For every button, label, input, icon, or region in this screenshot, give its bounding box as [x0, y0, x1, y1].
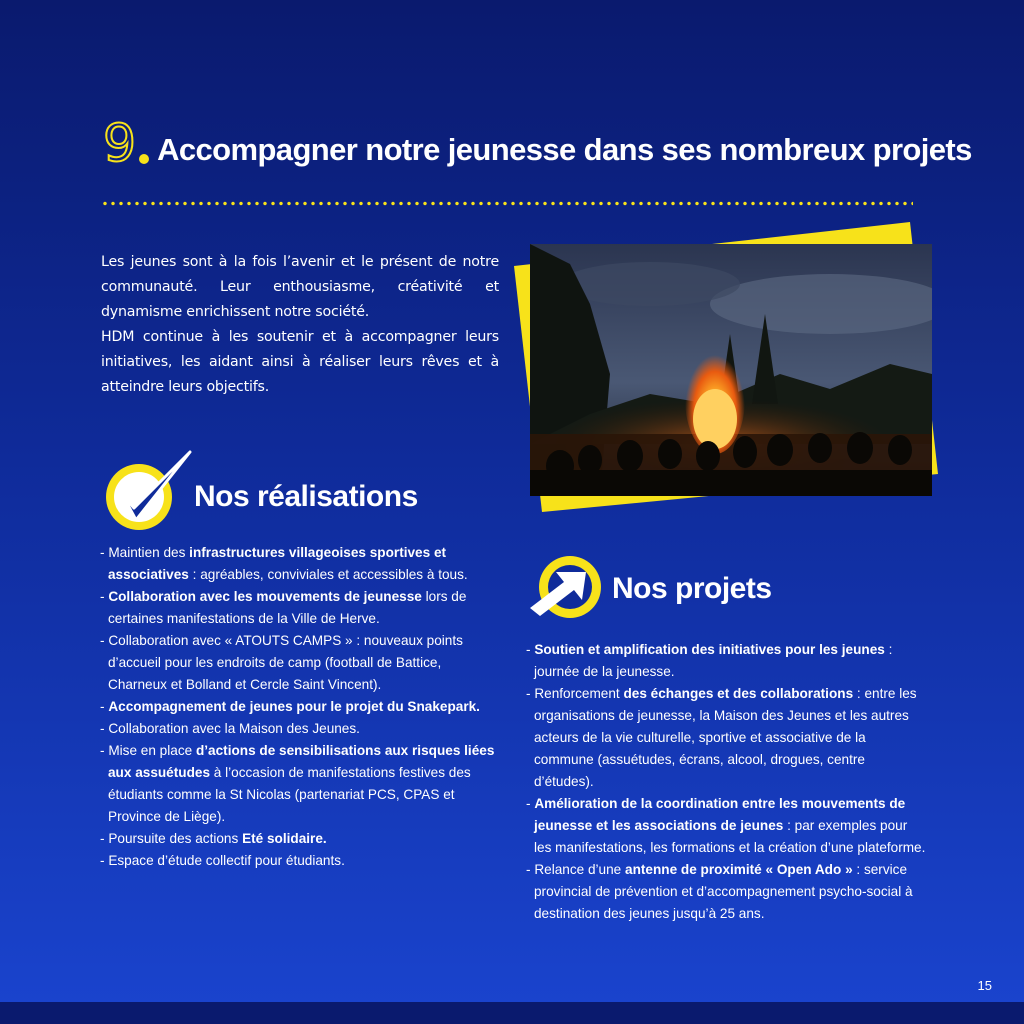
arrow-circle-icon	[526, 554, 610, 620]
title-text: Accompagner notre jeunesse dans ses nombreux projets	[157, 132, 972, 167]
realisations-title: Nos réalisations	[194, 480, 418, 513]
projets-title: Nos projets	[612, 572, 772, 605]
realisations-item-4: - Collaboration avec la Maison des Jeunes.	[100, 721, 360, 736]
realisations-item-0: - Maintien des infrastructures villageoises sportives et associatives : agréables, conviviales et accessibles à tous.	[100, 545, 468, 582]
realisations-item-pre: Collaboration avec la Maison des Jeunes.	[108, 721, 360, 736]
projets-item-2: - Amélioration de la coordination entre les mouvements de jeunesse et les associations de jeunes : par exemples pour les manifestations, les formations et la création d’une plateforme.	[526, 796, 926, 855]
realisations-item-bold: Collaboration avec les mouvements de jeunesse	[108, 589, 422, 604]
projets-item-1: - Renforcement des échanges et des collaborations : entre les organisations de jeunesse, la Maison des Jeunes et les autres acteurs de la vie culturelle, sportive et associative de la commune (assuétudes, écrans, alcool, drogues, centre d’études).	[526, 686, 917, 789]
projets-item-bold: des échanges et des collaborations	[623, 686, 854, 701]
page-title	[103, 114, 972, 174]
intro-text	[101, 250, 499, 400]
realisations-item-7: - Espace d’étude collectif pour étudiants.	[100, 853, 345, 868]
projets-list	[526, 639, 926, 925]
projets-item-bold: Soutien et amplification des initiatives pour les jeunes	[534, 642, 885, 657]
realisations-item-pre: Collaboration avec « ATOUTS CAMPS » : nouveaux points d’accueil pour les endroits de camp (football de Battice, Charneux et Bolland et Cercle Saint Vincent).	[108, 633, 463, 692]
projets-item-bold: antenne de proximité « Open Ado »	[625, 862, 853, 877]
projets-item-pre: Renforcement	[534, 686, 624, 701]
page-number: 15	[977, 978, 992, 993]
projets-item-0: - Soutien et amplification des initiatives pour les jeunes : journée de la jeunesse.	[526, 642, 893, 679]
title-number: 9	[103, 114, 137, 174]
projets-item-3: - Relance d’une antenne de proximité « Open Ado » : service provincial de prévention et d’accompagnement psycho-social à destination des jeunes jusqu’à 25 ans.	[526, 862, 913, 921]
realisations-heading	[100, 448, 418, 538]
realisations-item-bold: Eté solidaire.	[242, 831, 327, 846]
realisations-item-6: - Poursuite des actions Eté solidaire.	[100, 831, 327, 846]
realisations-item-5: - Mise en place d’actions de sensibilisations aux risques liées aux assuétudes à l’occasion de manifestations festives des étudiants comme la St Nicolas (partenariat PCS, CPAS et Province de Liège).	[100, 743, 495, 824]
bottom-band	[0, 1002, 1024, 1024]
projets-heading	[526, 554, 772, 620]
realisations-list	[100, 542, 495, 872]
title-dot	[139, 154, 149, 164]
projets-item-post: : journée de la jeunesse.	[534, 642, 893, 679]
realisations-item-pre: Espace d’étude collectif pour étudiants.	[108, 853, 345, 868]
realisations-item-pre: Mise en place	[108, 743, 196, 758]
realisations-item-1: - Collaboration avec les mouvements de jeunesse lors de certaines manifestations de la Ville de Herve.	[100, 589, 467, 626]
realisations-item-post: : agréables, conviviales et accessibles à tous.	[188, 567, 468, 582]
campfire-photo	[530, 244, 932, 496]
intro-paragraph-1: Les jeunes sont à la fois l’avenir et le présent de notre communauté. Leur enthousiasme, créativité et dynamisme enrichissent notre société.	[101, 254, 499, 320]
realisations-item-bold: infrastructures villageoises sportives et associatives	[108, 545, 447, 582]
realisations-item-pre: Poursuite des actions	[108, 831, 243, 846]
realisations-item-3: - Accompagnement de jeunes pour le projet du Snakepark.	[100, 699, 480, 714]
intro-paragraph-2: HDM continue à les soutenir et à accompagner leurs initiatives, les aidant ainsi à réaliser leurs rêves et à atteindre leurs objectifs.	[101, 329, 499, 395]
realisations-item-2: - Collaboration avec « ATOUTS CAMPS » : nouveaux points d’accueil pour les endroits de camp (football de Battice, Charneux et Bolland et Cercle Saint Vincent).	[100, 633, 463, 692]
photo-frame	[514, 222, 938, 512]
projets-item-post: : entre les organisations de jeunesse, la Maison des Jeunes et les autres acteurs de la vie culturelle, sportive et associative de la commune (assuétudes, écrans, alcool, drogues, centre d’études).	[534, 686, 917, 789]
projets-item-bold: Amélioration de la coordination entre les mouvements de jeunesse et les associations de jeunes	[534, 796, 906, 833]
projets-item-post: : par exemples pour les manifestations, les formations et la création d’une plateforme.	[534, 818, 926, 855]
realisations-item-pre: Maintien des	[108, 545, 190, 560]
projets-item-post: : service provincial de prévention et d’accompagnement psycho-social à destination des jeunes jusqu’à 25 ans.	[534, 862, 913, 921]
realisations-item-bold: Accompagnement de jeunes pour le projet du Snakepark.	[108, 699, 480, 714]
check-circle-icon	[100, 448, 196, 538]
dotted-divider	[101, 201, 913, 206]
realisations-item-post: lors de certaines manifestations de la Ville de Herve.	[108, 589, 467, 626]
realisations-item-post: à l’occasion de manifestations festives des étudiants comme la St Nicolas (partenariat PCS, CPAS et Province de Liège).	[108, 765, 471, 824]
realisations-item-bold: d’actions de sensibilisations aux risques liées aux assuétudes	[108, 743, 495, 780]
projets-item-pre: Relance d’une	[534, 862, 626, 877]
